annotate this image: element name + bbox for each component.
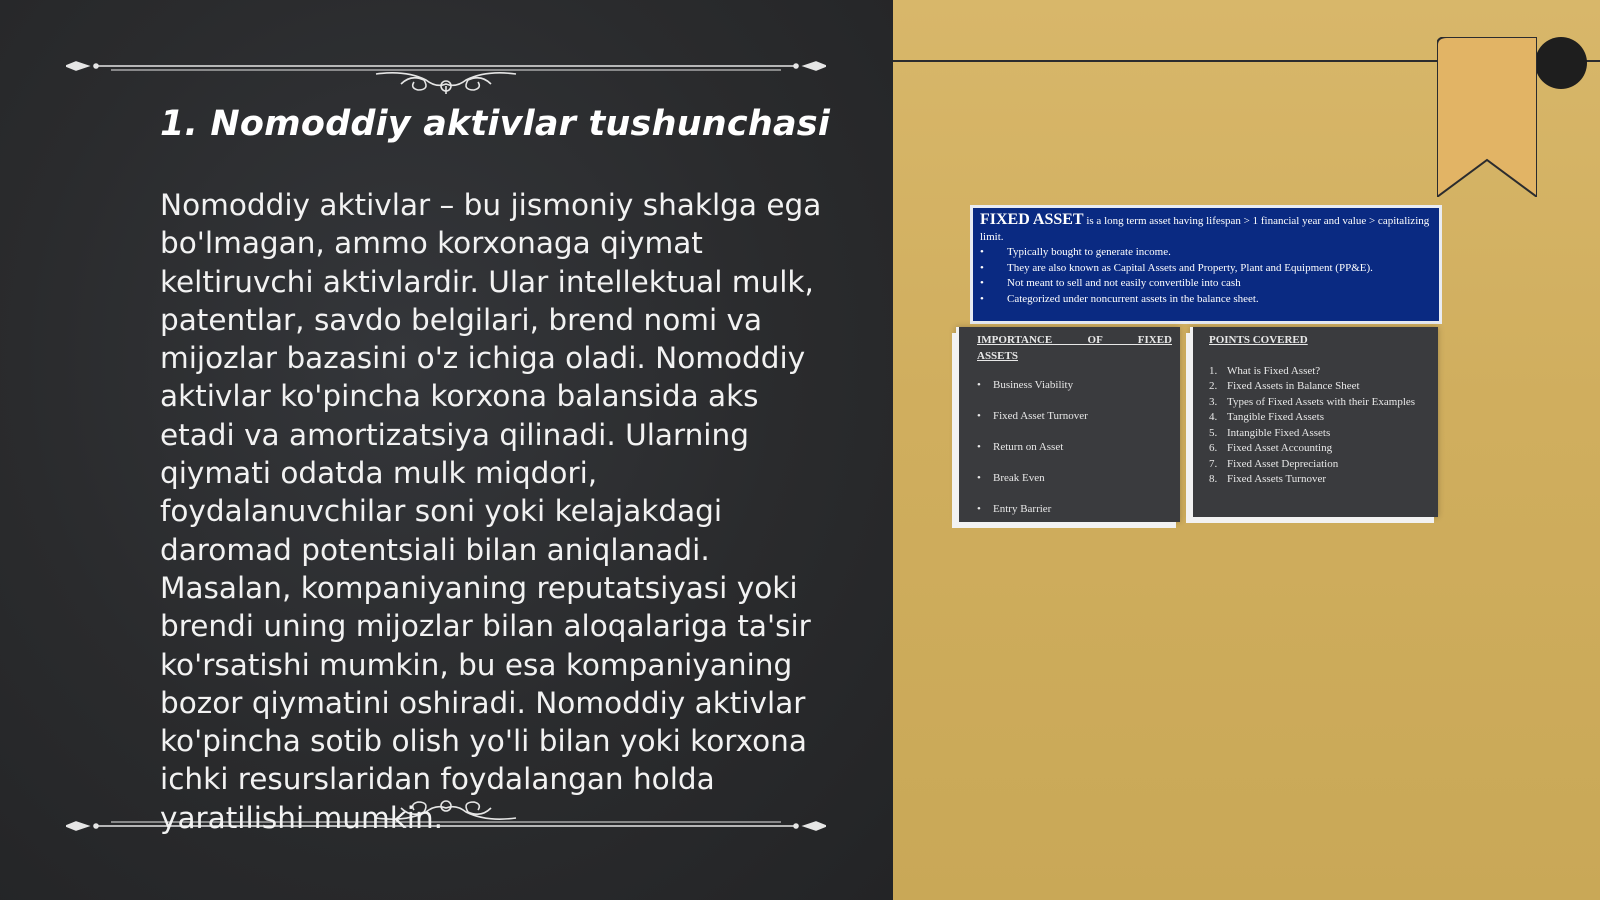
- points-covered-title: POINTS COVERED: [1209, 334, 1308, 346]
- importance-title-cont: ASSETS: [977, 349, 1018, 362]
- list-item: • Business Viability: [977, 378, 1172, 394]
- fixed-asset-heading: FIXED ASSET: [980, 211, 1084, 228]
- list-item: • Return on Asset: [977, 440, 1172, 456]
- fixed-asset-bullets: [980, 245, 1432, 307]
- list-item: • Not meant to sell and not easily convertible into cash: [980, 276, 1432, 292]
- list-item: • Categorized under noncurrent assets in the balance sheet.: [980, 292, 1432, 308]
- slide-body-text: Nomoddiy aktivlar – bu jismoniy shaklga ega bo'lmagan, ammo korxonaga qiymat keltiruvchi aktivlardir. Ular intellektual mulk, patentlar, savdo belgilari, brend nomi va mijozlar bazasini o'z ichiga oladi. Nomoddiy aktivlar ko'pincha korxona balansida aks etadi va amortizatsiya qilinadi. Ularning qiymati odatda mulk miqdori, foydalanuvchilar soni yoki kelajakdagi daromad potentsiali bilan aniqlanadi. Masalan, kompaniyaning reputatsiyasi yoki brendi uning mijozlar bilan aloqalariga ta'sir ko'rsatishi mumkin, bu esa kompaniyaning bozor qiymatini oshiradi. Nomoddiy aktivlar ko'pincha sotib olish yo'li bilan yoki korxona ichki resurslaridan foydalangan holda yaratilishi mumkin.: [160, 188, 822, 835]
- list-item: • Typically bought to generate income.: [980, 245, 1432, 261]
- fixed-asset-definition-box: [970, 205, 1442, 324]
- ornament-divider-icon: [66, 40, 826, 94]
- list-item: • They are also known as Capital Assets and Property, Plant and Equipment (PP&E).: [980, 261, 1432, 277]
- list-item: 4. Tangible Fixed Assets: [1209, 411, 1325, 423]
- list-item: • Fixed Asset Turnover: [977, 409, 1172, 425]
- importance-card: [956, 327, 1180, 522]
- ribbon-fold: [1535, 37, 1587, 89]
- list-item: 2. Fixed Assets in Balance Sheet: [1209, 380, 1360, 392]
- list-item: • Entry Barrier: [977, 502, 1172, 518]
- list-item: 8. Fixed Assets Turnover: [1209, 473, 1327, 485]
- list-item: 6. Fixed Asset Accounting: [1209, 442, 1333, 454]
- importance-list: [977, 378, 1172, 518]
- points-covered-card: [1190, 327, 1438, 517]
- points-covered-list: [1209, 364, 1432, 488]
- list-item: 7. Fixed Asset Depreciation: [1209, 457, 1339, 470]
- list-item: 1. What is Fixed Asset?: [1209, 364, 1321, 377]
- bookmark-ribbon-icon: [1437, 37, 1537, 197]
- list-item: • Break Even: [977, 471, 1172, 487]
- importance-title: IMPORTANCE OF FIXED: [977, 334, 1172, 346]
- slide-title: 1. Nomoddiy aktivlar tushunchasi: [160, 104, 831, 144]
- list-item: 3. Types of Fixed Assets with their Examples: [1209, 395, 1416, 408]
- fixed-asset-infographic: [956, 205, 1444, 535]
- list-item: 5. Intangible Fixed Assets: [1209, 426, 1331, 439]
- fixed-asset-definition: is a long term asset having lifespan > 1 financial year and value > capitalizing limit.: [980, 215, 1430, 243]
